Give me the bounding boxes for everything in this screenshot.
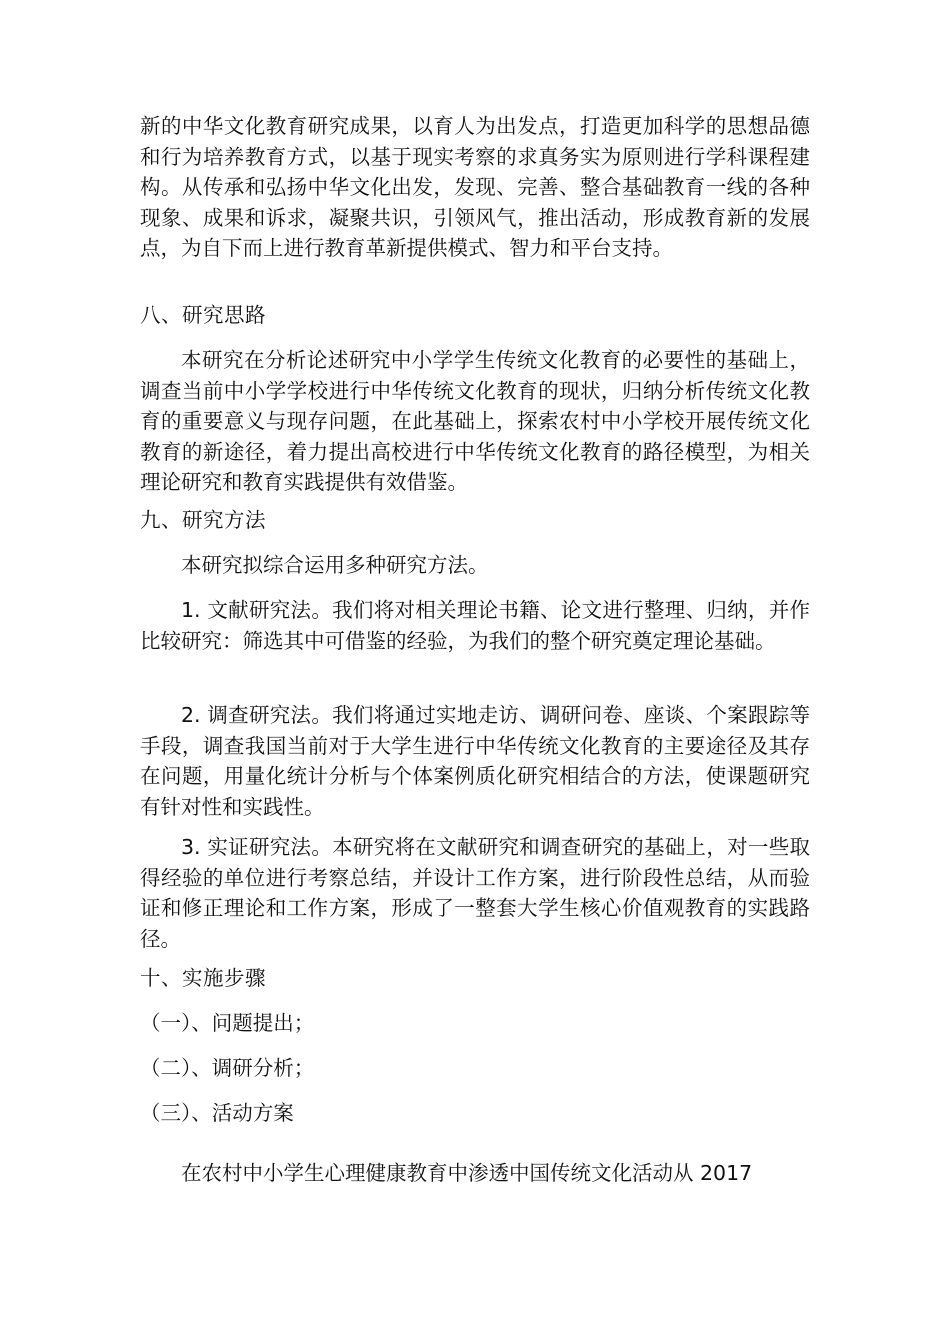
paragraph-activity-plan: 在农村中小学生心理健康教育中渗透中国传统文化活动从 2017 xyxy=(181,1161,753,1185)
paragraph-methods-intro: 本研究拟综合运用多种研究方法。 xyxy=(181,553,489,577)
paragraph-method-empirical: 3. 实证研究法。本研究将在文献研究和调查研究的基础上，对一些取得经验的单位进行考察总结，并设计工作方案，进行阶段性总结，从而验证和修正理论和工作方案，形成了一整套大学生核心价值观教育的实践路径。 xyxy=(140,835,810,951)
paragraph-method-survey: 2. 调查研究法。我们将通过实地走访、调研问卷、座谈、个案跟踪等手段，调查我国当前对于大学生进行中华传统文化教育的主要途径及其存在问题，用量化统计分析与个体案例质化研究相结合的方法，使课题研究有针对性和实践性。 xyxy=(140,703,810,819)
paragraph-method-literature: 1. 文献研究法。我们将对相关理论书籍、论文进行整理、归纳，并作比较研究：筛选其中可借鉴的经验，为我们的整个研究奠定理论基础。 xyxy=(140,598,810,653)
heading-implementation-steps: 十、实施步骤 xyxy=(140,966,266,990)
paragraph-intro-continuation: 新的中华文化教育研究成果，以育人为出发点，打造更加科学的思想品德和行为培养教育方式，以基于现实考察的求真务实为原则进行学科课程建构。从传承和弘扬中华文化出发，发现、完善、整合基础教育一线的各种现象、成果和诉求，凝聚共识，引领风气，推出活动，形成教育新的发展点，为自下而上进行教育革新提供模式、智力和平台支持。 xyxy=(140,114,810,260)
paragraph-research-approach: 本研究在分析论述研究中小学学生传统文化教育的必要性的基础上，调查当前中小学学校进行中华传统文化教育的现状，归纳分析传统文化教育的重要意义与现存问题，在此基础上，探索农村中小学校开展传统文化教育的新途径，着力提出高校进行中华传统文化教育的路径模型，为相关理论研究和教育实践提供有效借鉴。 xyxy=(140,348,810,494)
step-item-problem: （一）、问题提出； xyxy=(140,1011,315,1035)
heading-research-approach: 八、研究思路 xyxy=(140,303,266,327)
heading-research-methods: 九、研究方法 xyxy=(140,508,266,532)
step-item-research-analysis: （二）、调研分析； xyxy=(140,1056,315,1080)
step-item-activity-plan: （三）、活动方案 xyxy=(140,1101,294,1125)
